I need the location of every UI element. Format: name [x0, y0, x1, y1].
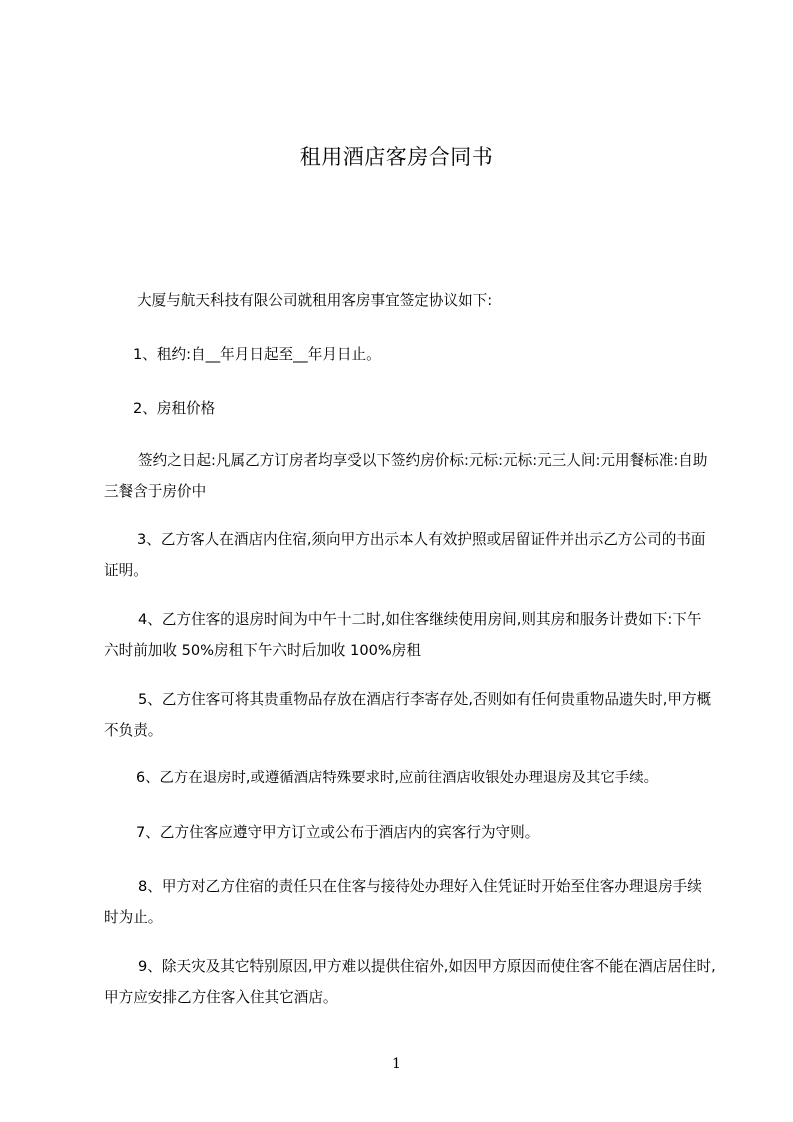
- intro-paragraph: 大厦与航天科技有限公司就租用客房事宜签定协议如下:: [137, 292, 493, 309]
- clause-6-checkout-procedure: 6、乙方在退房时,或遵循酒店特殊要求时,应前往酒店收银处办理退房及其它手续。: [136, 770, 658, 786]
- clause-2-room-price: 2、房租价格: [133, 400, 216, 417]
- clause-1-lease-term: 1、租约:自__年月日起至__年月日止。: [133, 346, 381, 363]
- clause-2-price-details: 签约之日起:凡属乙方订房者均享受以下签约房价标:元标:元标:元三人间:元用餐标准:自助三餐含于房价中: [104, 452, 708, 500]
- clause-8-responsibility: 8、甲方对乙方住宿的责任只在住客与接待处办理好入住凭证时开始至住客办理退房手续时为止。: [104, 878, 702, 926]
- clause-4-checkout-time: 4、乙方住客的退房时间为中午十二时,如住客继续使用房间,则其房和服务计费如下:下午六时前加收 50%房租下午六时后加收 100%房租: [104, 611, 702, 659]
- page-number: 1: [392, 1056, 401, 1072]
- clause-7-guest-conduct: 7、乙方住客应遵守甲方订立或公布于酒店内的宾客行为守则。: [136, 824, 540, 841]
- clause-3-identification: 3、乙方客人在酒店内住宿,须向甲方出示本人有效护照或居留证件并出示乙方公司的书面证明。: [104, 531, 706, 579]
- clause-9-force-majeure: 9、除天灾及其它特别原因,甲方难以提供住宿外,如因甲方原因而使住客不能在酒店居住时,甲方应安排乙方住客入住其它酒店。: [104, 958, 716, 1006]
- document-title: 租用酒店客房合同书: [299, 145, 494, 169]
- clause-5-valuables: 5、乙方住客可将其贵重物品存放在酒店行李寄存处,否则如有任何贵重物品遗失时,甲方概不负责。: [104, 691, 712, 739]
